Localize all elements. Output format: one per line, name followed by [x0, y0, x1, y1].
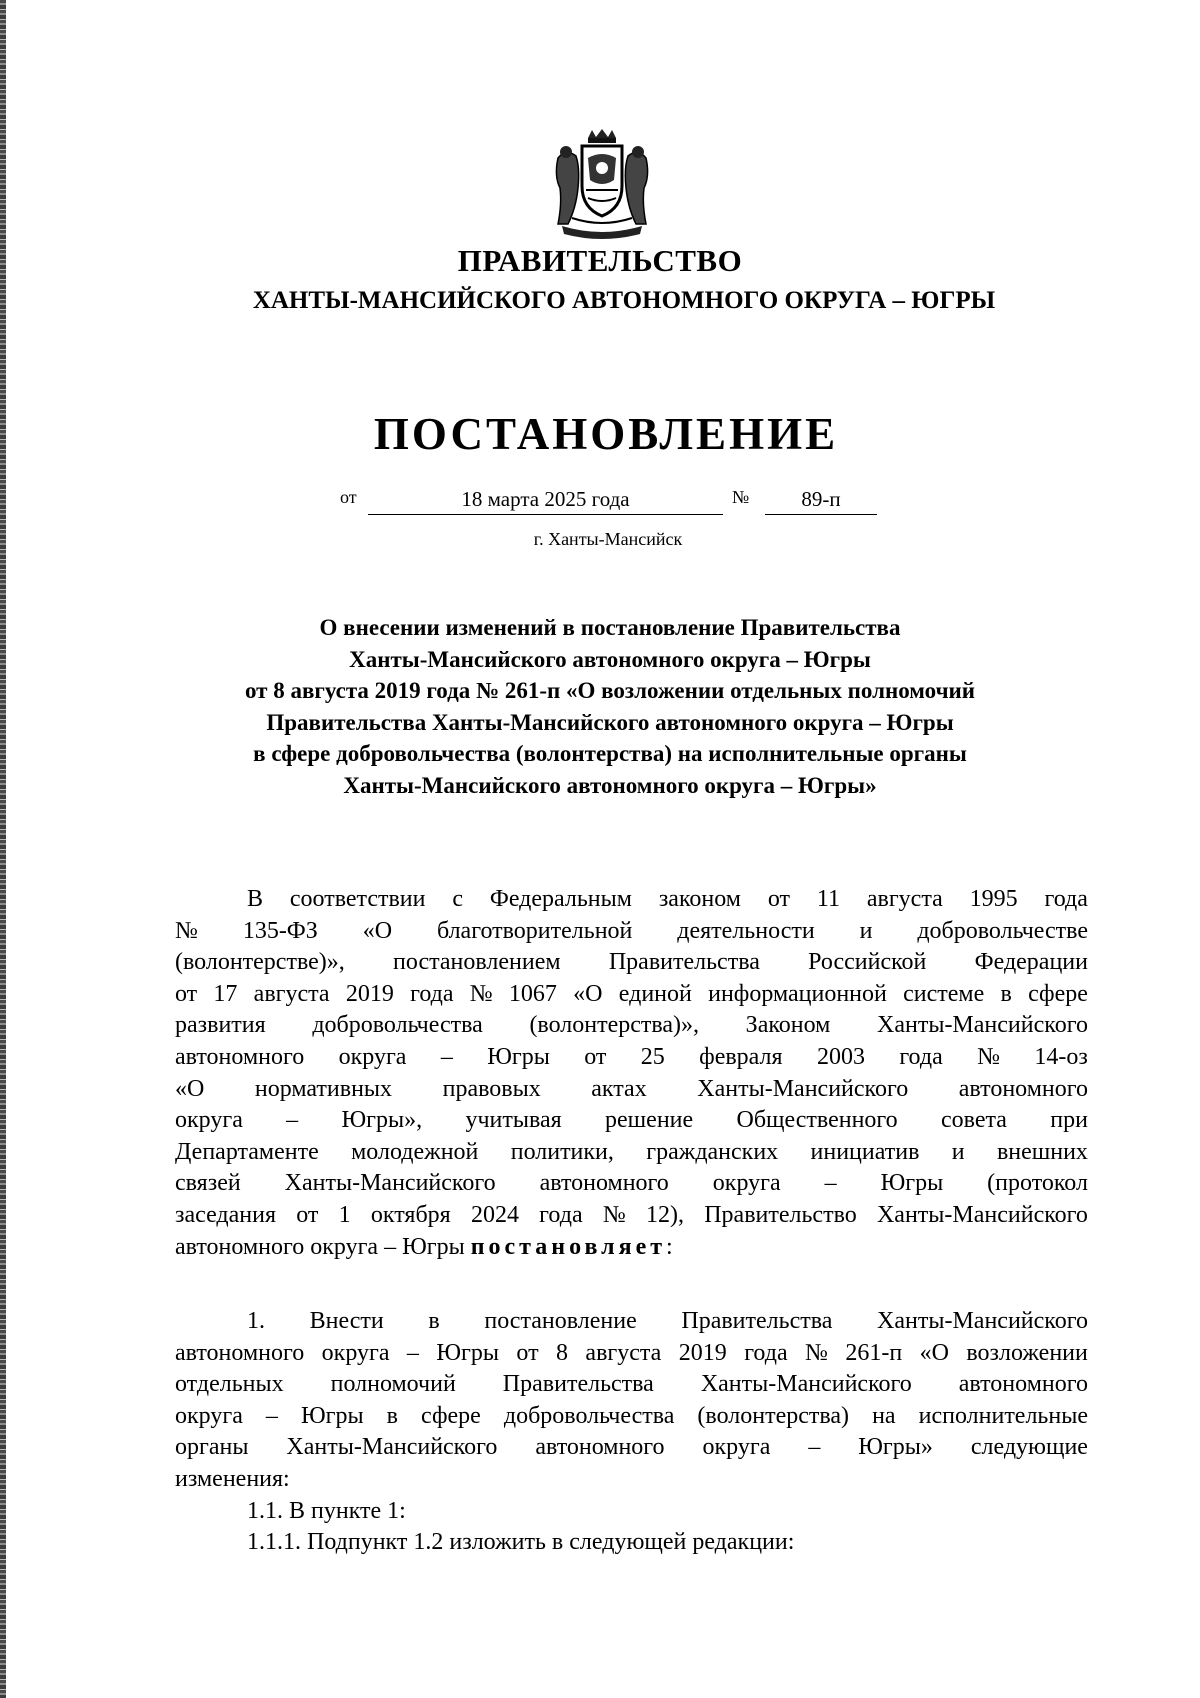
word: (волонтерства) [697, 1402, 850, 1429]
word: Ханты-Мансийского [876, 1201, 1088, 1228]
body-line [175, 1074, 1088, 1106]
word: 11 [816, 886, 840, 912]
word: развития [175, 1012, 266, 1039]
word: – [440, 1043, 453, 1070]
word: «О [362, 917, 393, 944]
body-line [175, 1042, 1088, 1074]
word: с [452, 886, 463, 912]
word: Югры [436, 1339, 499, 1366]
word: № [469, 980, 493, 1007]
word: совета [941, 1107, 1007, 1134]
word: при [1050, 1107, 1088, 1134]
word: и [951, 1138, 965, 1165]
word: от [584, 1043, 607, 1070]
word: связей [175, 1170, 241, 1197]
subitem-1-1: 1.1. В пункте 1: [247, 1497, 406, 1524]
word: № [977, 1043, 1001, 1070]
body-line [175, 1338, 1088, 1370]
word: Российской [808, 949, 927, 976]
word: августа [253, 980, 330, 1007]
word: сфере [421, 1402, 481, 1429]
word: года [744, 1339, 788, 1366]
word: Правительства [502, 1371, 654, 1398]
body-line [175, 947, 1088, 979]
word: постановление [484, 1308, 637, 1334]
word: от [296, 1201, 319, 1228]
word: Ханты-Мансийского [286, 1434, 498, 1461]
preamble-paragraph [175, 884, 1088, 1263]
word: Правительство [704, 1201, 857, 1228]
word: автономного [535, 1434, 665, 1461]
word: 1 [338, 1201, 351, 1228]
word: исполнительные [918, 1402, 1088, 1429]
body-line [175, 1369, 1088, 1401]
word: гражданских [646, 1138, 779, 1165]
from-label: от [340, 487, 357, 507]
word: Югры [300, 1402, 364, 1429]
word: органы [175, 1434, 249, 1461]
word: (волонтерства)», [529, 1012, 700, 1039]
body-line [175, 979, 1088, 1011]
decree-number: 89-п [765, 487, 877, 515]
word: № [602, 1201, 626, 1228]
word: № [805, 1339, 828, 1366]
dateline [340, 487, 880, 521]
word: добровольчества [503, 1402, 675, 1429]
city: г. Ханты-Мансийск [533, 529, 683, 549]
body-line-last [175, 1232, 1088, 1264]
word: Ханты-Мансийского [284, 1170, 496, 1197]
word: года [1044, 886, 1088, 912]
word: следующие [970, 1434, 1088, 1461]
word: 1. [247, 1308, 265, 1334]
word: Правительства [608, 949, 760, 976]
preamble-last-text: автономного округа – Югры [175, 1233, 465, 1260]
word: – [808, 1434, 821, 1461]
decree-date: 18 марта 2025 года [368, 487, 723, 515]
word: постановлением [393, 949, 561, 976]
word: актах [591, 1075, 647, 1102]
word: автономного [175, 1339, 305, 1366]
word: добровольчестве [917, 917, 1088, 944]
word: системе [903, 980, 985, 1007]
word: 2024 [470, 1201, 519, 1228]
word: в [386, 1402, 398, 1429]
word: Законом [745, 1012, 831, 1039]
heading-line: в сфере добровольчества (волонтерства) на исполнительные органы [253, 741, 967, 767]
coat-of-arms-icon [548, 128, 656, 240]
word: «О [175, 1075, 205, 1102]
word: Правительства [681, 1308, 833, 1334]
word: – [265, 1402, 278, 1429]
word: № [175, 917, 198, 944]
government-title: ПРАВИТЕЛЬСТВО [457, 243, 743, 278]
word: округа [321, 1339, 390, 1366]
word: Югры [880, 1170, 944, 1197]
word: Департаменте [175, 1138, 319, 1165]
word: автономного [958, 1075, 1088, 1102]
body-line [175, 1137, 1088, 1169]
word: молодежной [351, 1138, 479, 1165]
word: инициатив [810, 1138, 920, 1165]
word: от [516, 1339, 539, 1366]
word: «О [573, 980, 603, 1007]
government-subtitle: ХАНТЫ-МАНСИЙСКОГО АВТОНОМНОГО ОКРУГА – ЮГРЫ [252, 287, 996, 314]
resolves-word: постановляет [470, 1233, 667, 1260]
word: «О [919, 1339, 949, 1366]
word: информационной [708, 980, 887, 1007]
word: (волонтерстве)», [175, 949, 345, 976]
word: октября [370, 1201, 451, 1228]
word: 135-ФЗ [242, 917, 318, 944]
body-line-last: изменения: [175, 1465, 290, 1492]
word: Федерации [974, 949, 1088, 976]
word: единой [618, 980, 692, 1007]
word: благотворительной [436, 917, 633, 944]
subitem-1-1-1: 1.1.1. Подпункт 1.2 изложить в следующей редакции: [247, 1529, 795, 1556]
word: Ханты-Мансийского [877, 1012, 1088, 1039]
word: округа [712, 1170, 781, 1197]
word: августа [585, 1339, 662, 1366]
heading-line: Ханты-Мансийского автономного округа – Югры [349, 646, 871, 672]
word: Федеральным [489, 886, 632, 912]
word: года [539, 1201, 583, 1228]
word: на [872, 1402, 896, 1429]
word: 1995 [969, 886, 1018, 912]
word: автономного [958, 1371, 1088, 1398]
word: года [410, 980, 454, 1007]
word: Югры», [341, 1107, 423, 1134]
word: 17 [213, 980, 238, 1007]
word: августа [866, 886, 943, 912]
word: деятельности [677, 917, 815, 944]
body-line [175, 884, 1088, 916]
word: в [1000, 980, 1012, 1007]
word: автономного [175, 1043, 305, 1070]
word: полномочий [330, 1371, 456, 1398]
word: заседания [175, 1201, 277, 1228]
word: 25 [640, 1043, 665, 1070]
decree-title: ПОСТАНОВЛЕНИЕ [373, 409, 839, 459]
word: февраля [699, 1043, 783, 1070]
word: Ханты-Мансийского [877, 1308, 1088, 1334]
heading-line: Ханты-Мансийского автономного округа – Югры» [343, 772, 877, 798]
word: внешних [996, 1138, 1088, 1165]
body-line [175, 1105, 1088, 1137]
heading-line: О внесении изменений в постановление Правительства [319, 615, 901, 640]
word: 2019 [678, 1339, 727, 1366]
word: возложении [966, 1339, 1088, 1366]
word: года [899, 1043, 943, 1070]
word: 2019 [345, 980, 394, 1007]
word: – [824, 1170, 837, 1197]
word: округа [338, 1043, 407, 1070]
body-line [175, 1010, 1088, 1042]
word: Ханты-Мансийского [697, 1075, 909, 1102]
resolves-colon: : [666, 1233, 673, 1260]
word: соответствии [289, 886, 426, 912]
number-label: № [732, 487, 750, 507]
word: отдельных [175, 1371, 284, 1398]
word: – [286, 1107, 299, 1134]
word: округа [175, 1402, 243, 1429]
word: округа [175, 1107, 243, 1134]
word: решение [605, 1107, 694, 1134]
body-line [175, 1306, 1088, 1338]
item-1-paragraph [175, 1306, 1088, 1559]
word: 8 [556, 1339, 568, 1366]
word: В [247, 886, 264, 912]
body-line [175, 1401, 1088, 1433]
word: – [406, 1339, 419, 1366]
word: в [428, 1308, 440, 1334]
decree-heading [120, 612, 1100, 802]
word: 14-оз [1034, 1043, 1088, 1070]
word: (протокол [987, 1170, 1088, 1197]
heading-line: от 8 августа 2019 года № 261-п «О возложении отдельных полномочий [244, 678, 976, 704]
word: Югры» [858, 1434, 933, 1461]
word: от [767, 886, 791, 912]
word: Внести [309, 1308, 384, 1334]
word: политики, [510, 1138, 614, 1165]
word: 261-п [845, 1339, 903, 1366]
word: автономного [539, 1170, 669, 1197]
word: нормативных [254, 1075, 393, 1102]
word: учитывая [465, 1107, 562, 1134]
word: от [175, 980, 198, 1007]
word: Общественного [736, 1107, 898, 1134]
heading-line: Правительства Ханты-Мансийского автономного округа – Югры [266, 709, 954, 735]
word: 2003 [816, 1043, 865, 1070]
body-line [175, 1432, 1088, 1464]
body-line [175, 1200, 1088, 1232]
word: Ханты-Мансийского [700, 1371, 912, 1398]
word: Югры [487, 1043, 550, 1070]
word: 1067 [508, 980, 557, 1007]
word: и [859, 917, 873, 944]
word: законом [658, 886, 741, 912]
word: сфере [1028, 980, 1088, 1007]
word: округа [702, 1434, 771, 1461]
word: добровольчества [312, 1012, 483, 1039]
body-line [175, 916, 1088, 948]
word: 12), [645, 1201, 684, 1228]
body-line [175, 1168, 1088, 1200]
word: правовых [442, 1075, 541, 1102]
